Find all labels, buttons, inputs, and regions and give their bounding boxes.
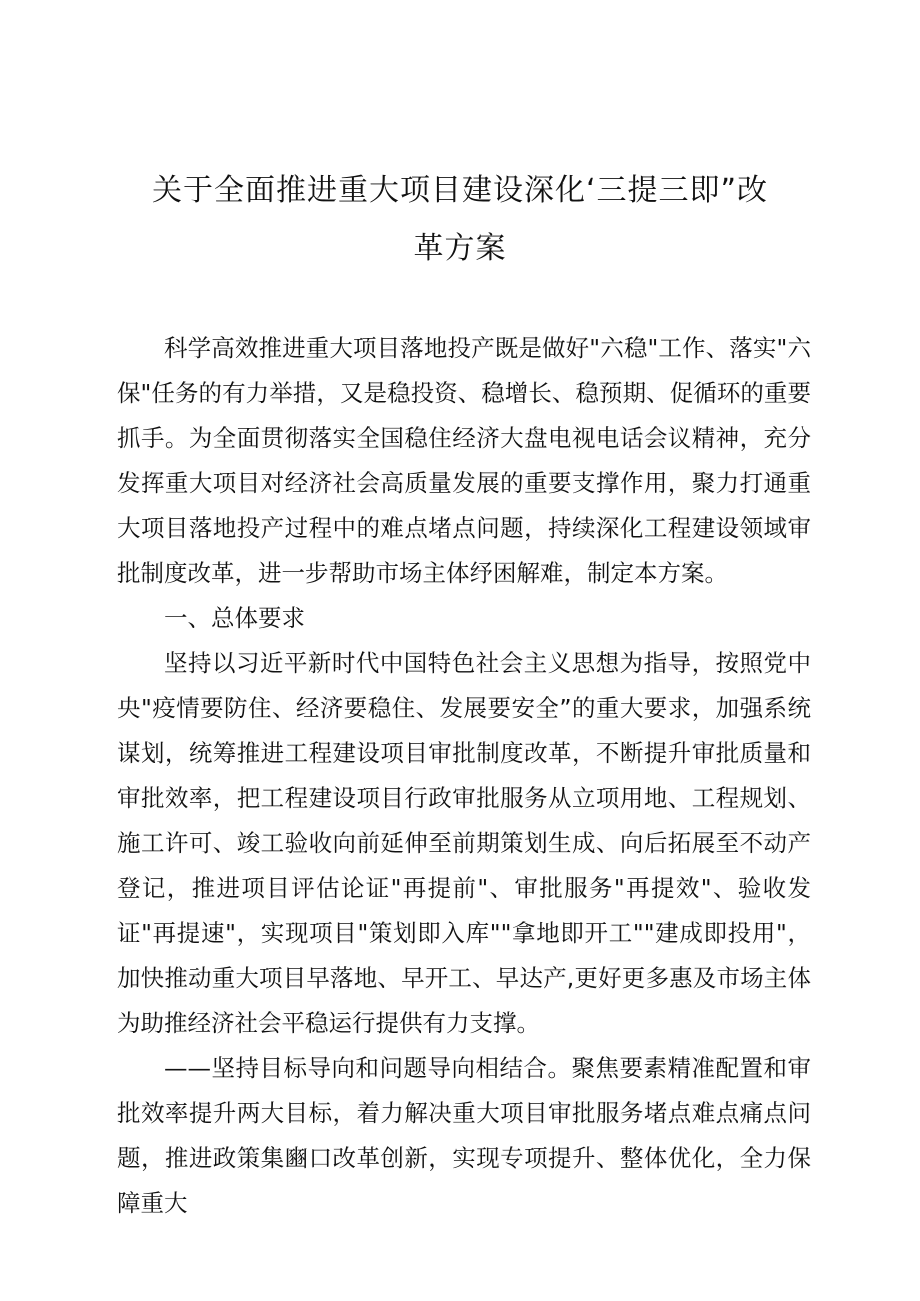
document-title [120,162,800,278]
paragraph-guiding-principle: 坚持以习近平新时代中国特色社会主义思想为指导，按照党中央"疫情要防住、经济要稳住、发展要安全”的重大要求，加强系统谋划，统筹推进工程建设项目审批制度改革，不断提升审批质量和审批效率，把工程建设项目行政审批服务从立项用地、工程规划、施工许可、竣工验收向前延伸至前期策划生成、向后拓展至不动产登记，推进项目评估论证"再提前"、审批服务"再提效"、验收发证"再提速"，实现项目"策划即入库""拿地即开工""建成即投用"，加快推动重大项目早落地、早开工、早达产,更好更多惠及市场主体为助推经济社会平稳运行提供有力支撑。 [117,649,811,1037]
title-line-2: 革方案 [413,231,507,266]
section-heading-general-requirements: 一、总体要求 [164,604,305,632]
title-line-1: 关于全面推进重大项目建设深化‘三提三即”改 [151,173,769,208]
paragraph-intro: 科学高效推进重大项目落地投产既是做好"六稳"工作、落实"六保"任务的有力举措，又是稳投资、稳增长、稳预期、促循环的重要抓手。为全面贯彻落实全国稳住经济大盘电视电话会议精神，充分发挥重大项目对经济社会高质量发展的重要支撑作用，聚力打通重大项目落地投产过程中的难点堵点问题，持续深化工程建设领域审批制度改革，进一步帮助市场主体纾困解难，制定本方案。 [117,334,811,587]
document-body [117,326,811,1226]
paragraph-principle-goal-problem: ——坚持目标导向和问题导向相结合。聚焦要素精准配置和审批效率提升两大目标，着力解决重大项目审批服务堵点难点痛点问题，推进政策集豳口改革创新，实现专项提升、整体优化，全力保障重大 [117,1054,811,1217]
